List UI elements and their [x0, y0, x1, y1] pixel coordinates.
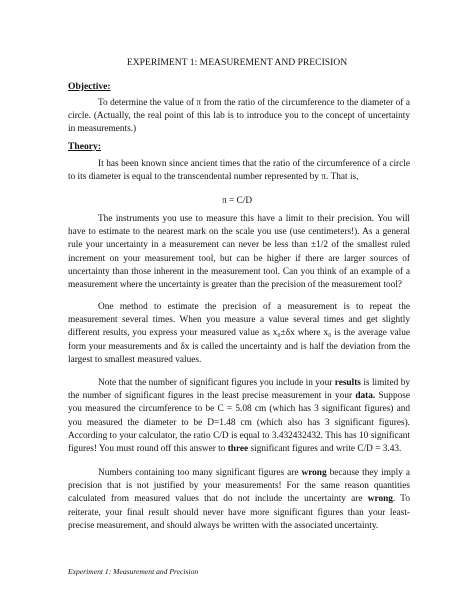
sigfig-text-3: Suppose you measured the circumference to be C = 5.08 cm (which has 3 significant figures) and you measured the diameter to be D=1.48 cm (which also has 3 significant figures). According to your calculator, the ratio C/D is equal to 3.432432432. This has 10 significant figures! You must round off this answer to — [68, 391, 410, 455]
wrong-bold-1: wrong — [301, 468, 327, 478]
theory-paragraph-3: One method to estimate the precision of a measurement is to repeat the measurement several times. When you measure a value several times and get slightly different results, you express your measured value as x₀±δx where x₀ is the average value form your measurements and δx is called the uncertainty and is half the deviation from the largest to smallest measured values. — [68, 302, 410, 365]
wrong-numbers-paragraph — [68, 467, 410, 533]
sigfig-bold-data: data. — [355, 391, 376, 402]
wrong-text-1: Numbers containing too many significant figures are — [98, 468, 302, 478]
objective-heading: Objective: — [68, 81, 111, 92]
document-title: EXPERIMENT 1: MEASUREMENT AND PRECISION — [126, 57, 348, 68]
pi-equation: π = C/D — [221, 196, 253, 206]
page-footer: Experiment 1: Measurement and Precision — [68, 567, 199, 576]
wrong-text-3: . To reiterate, your final result should never have more significant figures than your least-precise measurement, and should always be written with the associated uncertainty. — [68, 494, 410, 531]
significant-figures-paragraph — [68, 377, 410, 456]
sigfig-text-2: is limited by the number of significant figures in the least precise measurement in your — [68, 378, 410, 402]
theory-heading: Theory: — [68, 141, 102, 152]
sigfig-bold-results: results — [334, 378, 361, 388]
objective-paragraph: To determine the value of π from the ratio of the circumference to the diameter of a circle. (Actually, the real point of this lab is to introduce you to the concept of uncertainty in measurements.) — [68, 98, 410, 135]
sigfig-text-4: significant figures and write C/D = 3.43. — [248, 444, 402, 455]
sigfig-bold-three: three — [227, 444, 249, 455]
wrong-bold-2: wrong — [367, 494, 393, 505]
wrong-text-2: because they imply a precision that is not justified by your measurements! For the same reason quantities calculated from measured values that do not include the uncertainty are — [68, 468, 410, 505]
theory-paragraph-2: The instruments you use to measure this have a limit to their precision. You will have to estimate to the nearest mark on the scale you use (use centimeters!). As a general rule your uncertainty in a measurement can never be less than ±1/2 of the smallest ruled increment on your measurement tool, but can be higher if there are larger sources of uncertainty than those inherent in the measurement tool. Can you think of an example of a measurement where the uncertainty is greater than the precision of the measurement tool? — [68, 214, 410, 291]
sigfig-text-1: Note that the number of significant figures you include in your — [98, 378, 335, 388]
theory-paragraph-1: It has been known since ancient times that the ratio of the circumference of a circle to its diameter is equal to the transcendental number represented by π. That is, — [68, 159, 410, 183]
